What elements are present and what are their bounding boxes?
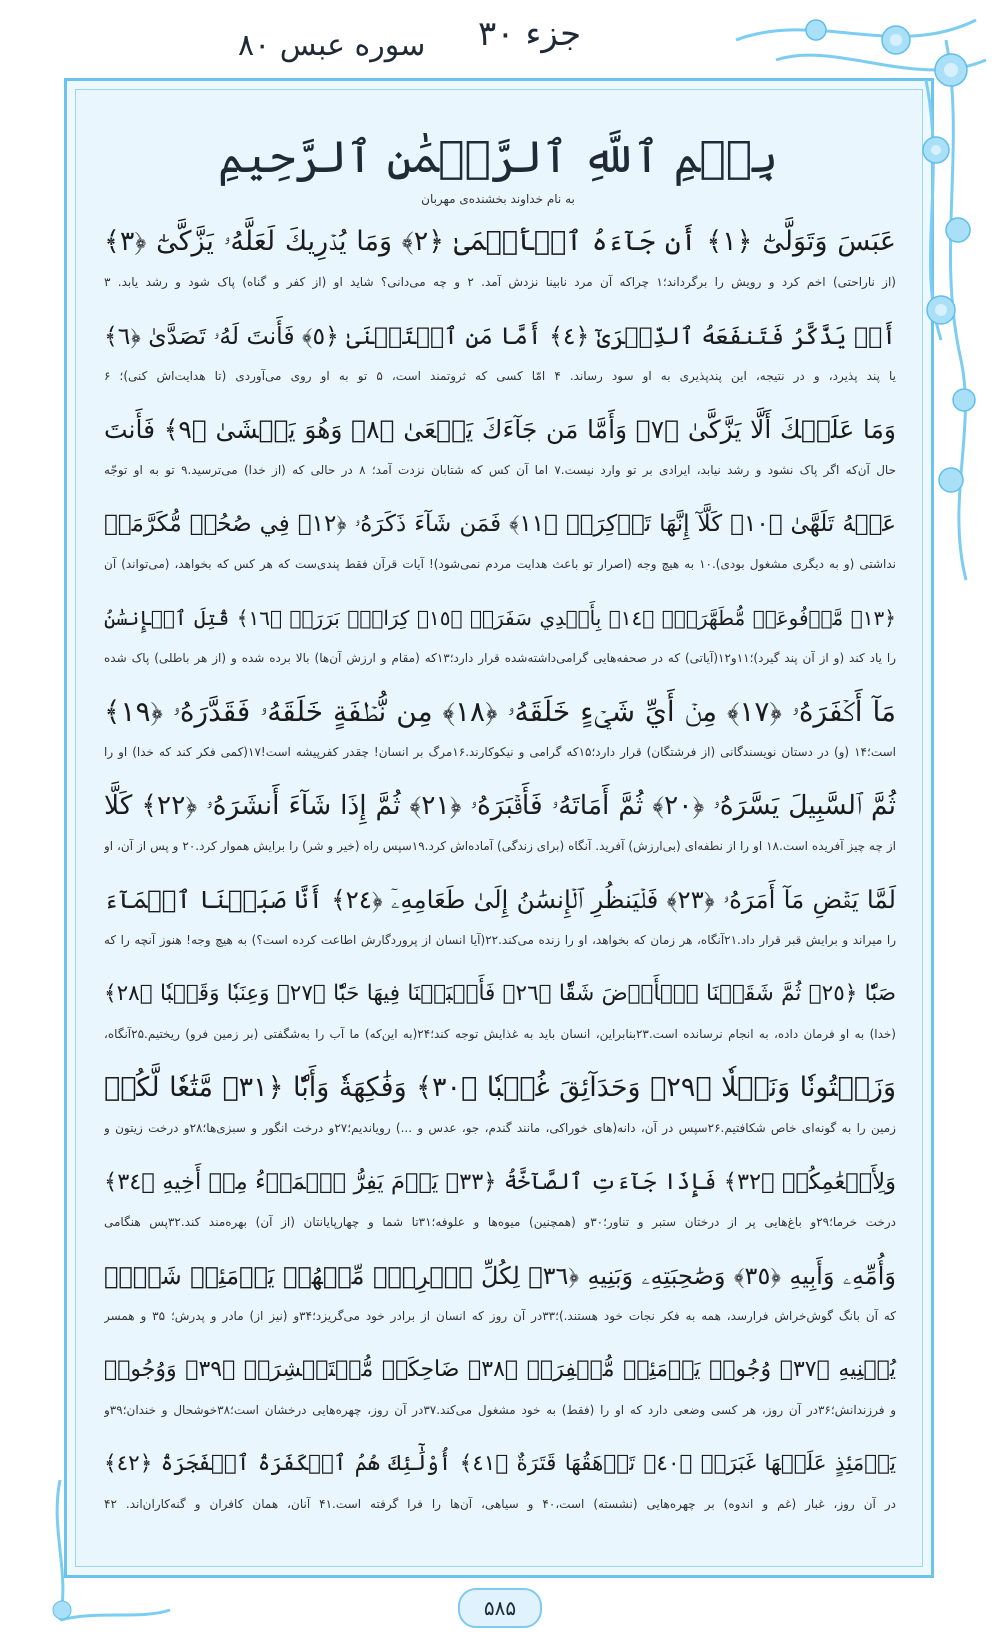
verse-line-11 — [104, 1152, 896, 1232]
verse-line-8 — [104, 870, 896, 950]
translation-text: حال آن‌که اگر پاک نشود و رشد نیابد، ایرادی بر تو وارد نیست.۷ اما آن کس که شتابان نزدت آمد؛ ۸ در حالی که (از خدا) می‌ترسید.۹ تو به او توجّه — [104, 463, 896, 477]
translation-text: درخت خرما؛۲۹و باغ‌هایی پر از درختان ستبر و تناور؛۳۰و (همچنین) میوه‌ها و علوفه؛۳۱تا شما و چهارپایانتان (از آن) بهره‌مند کند.۳۲پس هنگامی — [104, 1215, 896, 1229]
arabic-text: لَمَّا يَقۡضِ مَآ أَمَرَهُۥ ﴿٢٣﴾ فَلۡيَنظُرِ ٱلۡإِنسَٰنُ إِلَىٰ طَعَامِهِۦٓ ﴿٢٤﴾ أَنَّا صَبَبۡنَا ٱلۡمَآءَ — [104, 885, 896, 914]
translation-text: از چه چیز آفریده است.۱۸ او را از نطفه‌ای (بی‌ارزش) آفرید. آنگاه (برای زندگی) آماده‌اش کرد.۱۹سپس راه (خیر و شر) را برایش هموار کرد.۲۰ و پس از آن، او — [104, 839, 896, 853]
verse-line-13 — [104, 1340, 896, 1420]
verse-line-1 — [104, 212, 896, 292]
verse-line-3 — [104, 400, 896, 480]
arabic-text: ثُمَّ ٱلسَّبِيلَ يَسَّرَهُۥ ﴿٢٠﴾ ثُمَّ أَمَاتَهُۥ فَأَقۡبَرَهُۥ ﴿٢١﴾ ثُمَّ إِذَا شَآءَ أَنشَرَهُۥ ﴿٢٢﴾ كَلَّا — [104, 790, 896, 821]
arabic-text: وَزَيۡتُونٗا وَنَخۡلٗا ﴿٢٩﴾ وَحَدَآئِقَ غُلۡبٗا ﴿٣٠﴾ وَفَٰكِهَةٗ وَأَبّٗا ﴿٣١﴾ مَّتَٰعٗا لَّكُمۡ — [104, 1072, 896, 1103]
arabic-text: يُغۡنِيهِ ﴿٣٧﴾ وُجُوهٞ يَوۡمَئِذٖ مُّسۡفِرَةٞ ﴿٣٨﴾ ضَاحِكَةٞ مُّسۡتَبۡشِرَةٞ ﴿٣٩﴾ وَوُجُوهٞ — [104, 1357, 897, 1382]
bismillah: بِسۡمِ ٱللَّهِ ٱلرَّحۡمَٰنِ ٱلرَّحِيمِ — [217, 132, 779, 183]
arabic-text: ﴿١٣﴾ مَّرۡفُوعَةٖ مُّطَهَّرَةِۭ ﴿١٤﴾ بِأَيۡدِي سَفَرَةٖ ﴿١٥﴾ كِرَامِۭ بَرَرَةٖ ﴿١٦﴾ قُتِلَ ٱلۡإِنسَٰنُ — [104, 606, 896, 630]
translation-text: (از ناراحتی) اخم کرد و رویش را برگرداند؛۱ چراکه آن مرد نابینا نزدش آمد. ۲ و چه می‌دانی؟ شاید او (از کفر و گناه) پاک شود و رشد یابد. ۳ — [104, 275, 896, 289]
juz-label: جزء ۳۰ — [478, 14, 582, 54]
translation-text: زمین را به گونه‌ای خاص شکافتیم.۲۶سپس در آن، دانه(های خوراکی، مانند گندم، جو، عدس و ...) رویاندیم؛۲۷و درخت انگور و سبزی‌ها؛۲۸و درخت زیتون و — [104, 1121, 896, 1135]
arabic-text: عَبَسَ وَتَوَلَّىٰٓ ﴿١﴾ أَن جَآءَهُ ٱلۡأَعۡمَىٰ ﴿٢﴾ وَمَا يُدۡرِيكَ لَعَلَّهُۥ يَزَّكَّىٰٓ ﴿٣﴾ — [104, 226, 896, 257]
arabic-text: وَلِأَنۡعَٰمِكُمۡ ﴿٣٢﴾ فَإِذَا جَآءَتِ ٱلصَّآخَّةُ ﴿٣٣﴾ يَوۡمَ يَفِرُّ ٱلۡمَرۡءُ مِنۡ أَخِيهِ ﴿٣٤﴾ — [104, 1169, 897, 1195]
verse-line-2 — [104, 306, 896, 386]
translation-text: یا پند پذیرد، و در نتیجه، این پندپذیری به او سود رساند. ۴ امّا کسی که ثروتمند است، ۵ تو به او روی می‌آوردی (تا هدایت‌اش کنی)؛ ۶ — [104, 369, 896, 383]
translation-text: که آن بانگ گوش‌خراش فرارسد، همه به فکر نجات خود هستند.)؛۳۳در آن روز که انسان از برادر خود می‌گریزد؛۳۴و (نیز از) مادر و پدرش؛ ۳۵ و همسر — [104, 1309, 896, 1323]
verse-line-5 — [104, 588, 896, 668]
arabic-text: يَوۡمَئِذٍ عَلَيۡهَا غَبَرَةٞ ﴿٤٠﴾ تَرۡهَقُهَا قَتَرَةٌ ﴿٤١﴾ أُوْلَٰٓئِكَ هُمُ ٱلۡكَفَرَةُ ٱلۡفَجَرَةُ ﴿٤٢﴾ — [104, 1451, 896, 1476]
page-number: ۵۸۵ — [458, 1588, 542, 1628]
translation-text: در آن روز، غبار (غم و اندوه) بر چهره‌هایی (نشسته) است،۴۰ و سیاهی، آن‌ها را فرا گرفته است.۴۱ آنان، همان کافران و گنه‌کاران‌اند. ۴۲ — [104, 1497, 896, 1511]
arabic-text: وَمَا عَلَيۡكَ أَلَّا يَزَّكَّىٰ ﴿٧﴾ وَأَمَّا مَن جَآءَكَ يَسۡعَىٰ ﴿٨﴾ وَهُوَ يَخۡشَىٰ ﴿٩﴾ فَأَنتَ — [104, 415, 896, 444]
translation-text: نداشتی (و به دیگری مشغول بودی).۱۰ به هیچ وجه (اصرار تو باعث هدایت مردم نمی‌شود)! آیات قرآن فقط پندی‌ست که هر کس که بخواهد، (می‌تواند) آن — [104, 557, 896, 571]
translation-text: را یاد کند (و از آن پند گیرد)؛۱۱و۱۲(آیاتی) که در صحفه‌هایی گرامی‌داشته‌شده قرار دارد؛۱۳که (مقام و ارزش آن‌ها) بالا برده شده و (از هر باطلی) پاک شده — [104, 651, 896, 665]
surah-label: سوره عبس ۸۰ — [238, 28, 426, 63]
arabic-text: صَبّٗا ﴿٢٥﴾ ثُمَّ شَقَقۡنَا ٱلۡأَرۡضَ شَقّٗا ﴿٢٦﴾ فَأَنۢبَتۡنَا فِيهَا حَبّٗا ﴿٢٧﴾ وَعِنَبٗا وَقَضۡبٗا ﴿٢٨﴾ — [104, 981, 896, 1006]
verse-line-12 — [104, 1246, 896, 1326]
verse-line-14 — [104, 1434, 896, 1514]
verse-line-10 — [104, 1058, 896, 1138]
bismillah-translation: به نام خداوند بخشنده‌ی مهربان — [421, 192, 575, 206]
page-header — [0, 0, 996, 75]
translation-text: و فرزندانش؛۳۶در آن روز، هر کسی وضعی دارد که او را (فقط) به خود مشغول می‌کند.۳۷در آن روز، چهره‌هایی درخشان است؛۳۸خوشحال و خندان؛۳۹و — [104, 1403, 896, 1417]
arabic-text: عَنۡهُ تَلَهَّىٰ ﴿١٠﴾ كَلَّآ إِنَّهَا تَذۡكِرَةٞ ﴿١١﴾ فَمَن شَآءَ ذَكَرَهُۥ ﴿١٢﴾ فِي صُحُفٖ مُّكَرَّمَةٖ — [104, 511, 896, 537]
verse-line-9 — [104, 964, 896, 1044]
translation-text: (خدا) به او فرمان داده، به انجام نرسانده است.۲۳بنابراین، انسان باید به غذایش توجه کند؛۲۴(به این‌که) ما آب را به‌شگفتی (بر زمین فرو) ریختیم.۲۵آنگاه، — [104, 1027, 896, 1041]
arabic-text: مَآ أَكۡفَرَهُۥ ﴿١٧﴾ مِنۡ أَيِّ شَيۡءٍ خَلَقَهُۥ ﴿١٨﴾ مِن نُّطۡفَةٍ خَلَقَهُۥ فَقَدَّرَهُۥ ﴿١٩﴾ — [104, 695, 896, 728]
verse-line-6 — [104, 682, 896, 762]
translation-text: است؛۱۴ (و) در دستان نویسندگانی (از فرشتگان) قرار دارد؛۱۵که گرامی و نیکوکارند.۱۶مرگ بر انسان! چقدر کفرپیشه است!۱۷(کمی فکر کند که خدا) او را — [104, 745, 896, 759]
translation-text: را میراند و برایش قبر قرار داد.۲۱آنگاه، هر زمان که بخواهد، او را زنده می‌کند.۲۲(آیا انسان از پروردگارش اطاعت کرده است؟) به هیچ وجه! هنوز آنچه را که — [104, 933, 896, 947]
arabic-text: أَوۡ يَذَّكَّرُ فَتَنفَعَهُ ٱلذِّكۡرَىٰٓ ﴿٤﴾ أَمَّا مَنِ ٱسۡتَغۡنَىٰ ﴿٥﴾ فَأَنتَ لَهُۥ تَصَدَّىٰ ﴿٦﴾ — [104, 322, 896, 350]
arabic-text: وَأُمِّهِۦ وَأَبِيهِ ﴿٣٥﴾ وَصَٰحِبَتِهِۦ وَبَنِيهِ ﴿٣٦﴾ لِكُلِّ ٱمۡرِيٕٖ مِّنۡهُمۡ يَوۡمَئِذٖ شَأۡنٞ — [104, 1262, 896, 1290]
verse-line-4 — [104, 494, 896, 574]
verse-line-7 — [104, 776, 896, 856]
